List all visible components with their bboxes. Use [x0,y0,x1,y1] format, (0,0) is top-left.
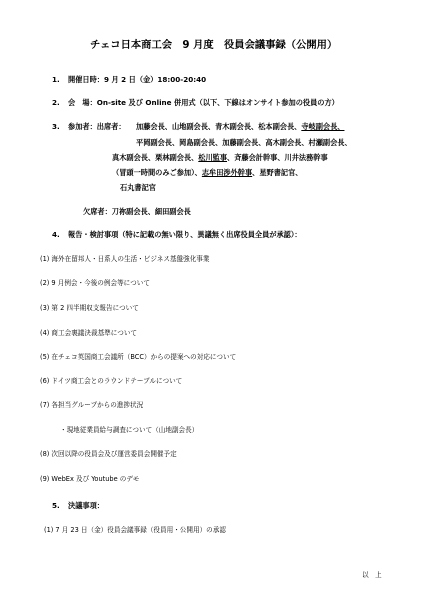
attendees-row-1-text: 加藤会長、山地副会長、青木副会長、松本副会長、 [136,122,302,131]
section-5-number: 5. [52,501,60,510]
onsite-attendee-name: 松川監事 [198,153,228,162]
section-2-number: 2. [52,98,60,107]
attendees-label: 参加者：出席者： [68,122,126,131]
attendees-row-4-text: （冒頭一時間のみご参加）、 [112,168,202,177]
attendees-row-4 [112,169,303,176]
report-items-heading: 報告・検討事項（特に記載の無い限り、異議無く出席役員全員が承認）： [68,230,302,239]
section-4-number: 4. [52,230,60,239]
resolution-item: (1) 7 月 23 日（金）役員会議事録（役員用・公開用）の承認 [44,526,226,534]
section-1-number: 1. [52,75,60,84]
attendees-row-3-text-end: 、斉藤会計幹事、川井法務幹事 [227,153,328,162]
list-item: (1) 海外在留邦人・日系人の生活・ビジネス基盤強化事業 [40,255,210,263]
attendees-row-1 [136,123,344,130]
attendees-row-2: 平岡副会長、岡島副会長、加藤副会長、高木副会長、村瀬副会長、 [136,138,352,147]
attendees-row-4-text-end: 、星野書記官、 [252,168,303,177]
list-item: (4) 商工会裏議決裁基準について [40,329,138,337]
attendees-row-3-text: 真木副会長、栗林副会長、 [112,153,199,162]
meeting-datetime: 開催日時：9 月 2 日（金）18:00-20:40 [68,75,207,84]
list-item: (7) 各担当グループからの進捗状況 [40,401,144,409]
list-subitem: ・現地従業員給与調査について（山地副会長） [60,426,199,434]
resolutions-heading: 決議事項： [68,501,104,510]
list-item: (9) WebEx 及び Youtube のデモ [40,475,140,483]
onsite-attendee-name: 寺岐副会長、 [301,122,345,131]
list-item: (6) ドイツ商工会とのラウンドテーブルについて [40,377,183,385]
meeting-venue: 会 場：On-site 及び Online 併用式（以下、下線はオンサイト参加の役員の方） [68,98,339,107]
attendees-row-3 [112,154,328,161]
list-item: (5) 在チェコ英国商工会議所（BCC）からの提案への対応について [40,353,237,361]
closing-mark: 以 上 [362,571,382,579]
list-item: (2) 9 月例会・今後の例会等について [40,279,150,287]
onsite-attendee-name: 志牟田渉外幹事 [201,168,253,177]
document-title: チェコ日本商工会 9 月度 役員会議事録（公開用） [90,39,338,51]
list-item: (8) 次回以降の役員会及び運営委員会開催予定 [40,450,177,458]
absent-members: 欠席者：刀祢副会長、細田副会長 [83,207,191,216]
section-3-number: 3. [52,122,60,131]
attendees-row-5: 石丸書記官 [120,183,156,192]
list-item: (3) 第 2 四半期収支報告について [40,304,139,312]
